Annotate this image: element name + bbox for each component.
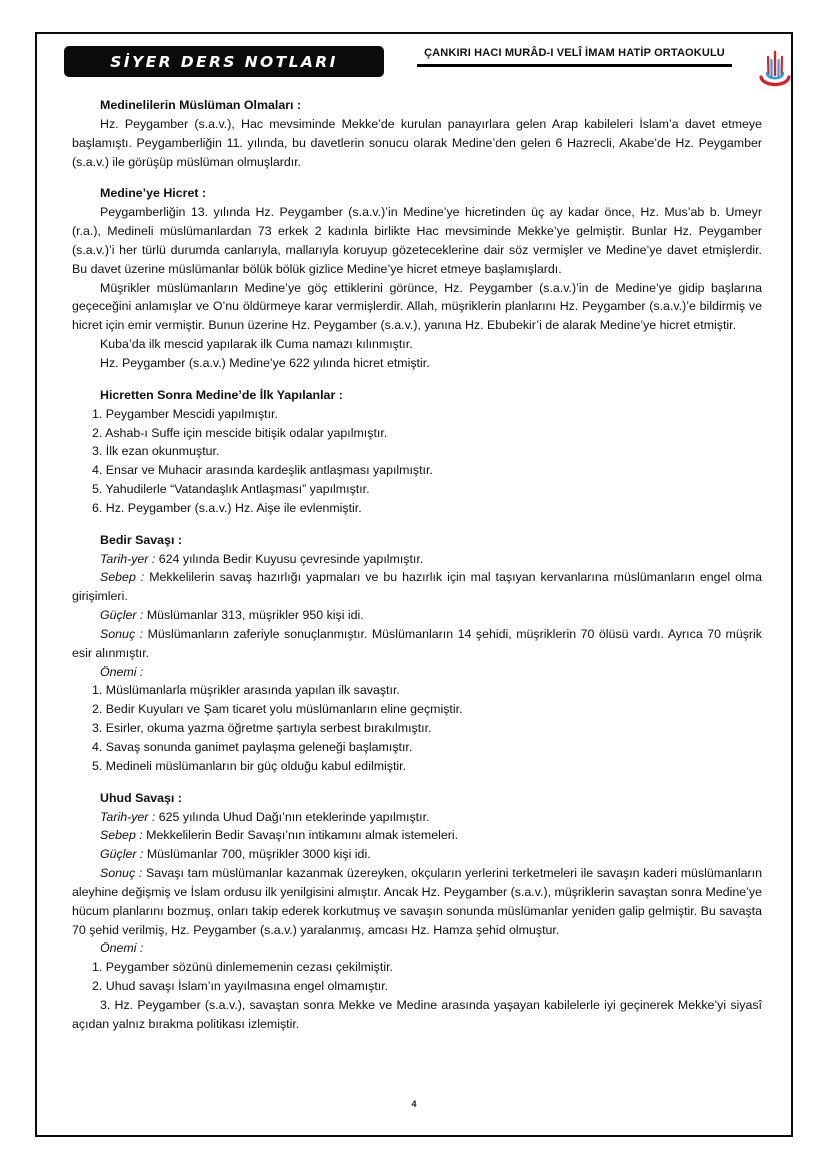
- uhud-gucler: [72, 845, 762, 864]
- label-gucler: Güçler :: [100, 847, 144, 862]
- list-item: 2. Bedir Kuyuları ve Şam ticaret yolu müslümanların eline geçmiştir.: [92, 702, 463, 717]
- value-tarih-yer: 624 yılında Bedir Kuyusu çevresinde yapılmıştır.: [155, 551, 424, 566]
- list-item: 4. Ensar ve Muhacir arasında kardeşlik antlaşması yapılmıştır.: [92, 463, 433, 478]
- list-item: 3. Hz. Peygamber (s.a.v.), savaştan sonra Mekke ve Medine arasında yaşayan kabilelerle iyi geçinerek Mekke’yi siyasî açıdan yalnız bırakma politikası izlemiştir.: [72, 997, 762, 1031]
- page-number: 4: [411, 1099, 417, 1109]
- list-item: 1. Peygamber sözünü dinlememenin cezası çekilmiştir.: [92, 960, 393, 975]
- section-heading-uhud: Uhud Savaşı :: [100, 790, 182, 805]
- label-sonuc: Sonuç :: [100, 626, 144, 641]
- school-name: ÇANKIRI HACI MURÂD-I VELÎ İMAM HATİP ORTAOKULU: [424, 47, 725, 59]
- label-sebep: Sebep :: [100, 570, 145, 585]
- section-heading-hicret: Medine’ye Hicret :: [100, 186, 207, 201]
- list-item: 1. Müslümanlarla müşrikler arasında yapılan ilk savaştır.: [92, 683, 400, 698]
- paragraph-hicret-2: Müşrikler müslümanların Medine’ye göç ettiklerini görünce, Hz. Peygamber (s.a.v.)’in de Medine’ye gidip başlarına geçeceğini anlamışlar ve O’nu öldürmeye karar vermişlerdir. Allah, müşriklerin planlarını Hz. Peygamber (s.a.v.)’e bildirmiş ve hicret için emir vermiştir. Bunun üzerine Hz. Peygamber (s.a.v.), yanına Hz. Ebubekir’i de alarak Medine’ye hicret etmiştir.: [72, 280, 762, 333]
- uhud-tarih-yer: [72, 808, 762, 827]
- tulip-flame-emblem-icon: [757, 49, 793, 89]
- paragraph-hicret-4: Hz. Peygamber (s.a.v.) Medine’ye 622 yılında hicret etmiştir.: [100, 355, 430, 370]
- value-sonuc: Müslümanların zaferiyle sonuçlanmıştır. Müslümanların 14 şehidi, müşriklerin 70 ölüsü vardı. Ayrıca 70 müşrik esir alınmıştır.: [72, 626, 762, 660]
- value-tarih-yer: 625 yılında Uhud Dağı’nın eteklerinde yapılmıştır.: [155, 809, 430, 824]
- paragraph-hicret-1: Peygamberliğin 13. yılında Hz. Peygamber (s.a.v.)’in Medine’ye hicretinden üç ay kadar önce, Hz. Mus’ab b. Umeyr (r.a.), Medineli müslümanlardan 73 erkek 2 kadınla birlikte Hac mevsiminde Mekke’ye gelmiştir. Bunlar Hz. Peygamber (s.a.v.)’i her türlü durumda canlarıyla, mallarıyla koruyup gözeteceklerine dair söz vermişler ve Medine’ye davet etmişlerdir. Bu davet üzerine müslümanlar bölük bölük gizlice Medine’ye hicret etmeye başlamışlardı.: [72, 205, 762, 276]
- page-header: [45, 41, 783, 93]
- label-tarih-yer: Tarih-yer :: [100, 809, 156, 824]
- list-item: 1. Peygamber Mescidi yapılmıştır.: [92, 406, 278, 421]
- bedir-sonuc: [72, 625, 762, 663]
- label-onemi-bedir: Önemi :: [100, 664, 144, 679]
- list-item: 2. Ashab-ı Suffe için mescide bitişik odalar yapılmıştır.: [92, 425, 388, 440]
- spacer: [72, 776, 762, 789]
- section-heading-bedir: Bedir Savaşı :: [100, 532, 182, 547]
- paragraph-hicret-3: Kuba’da ilk mescid yapılarak ilk Cuma namazı kılınmıştır.: [100, 337, 413, 352]
- uhud-sebep: [72, 826, 762, 845]
- list-item: 3. Esirler, okuma yazma öğretme şartıyla serbest bırakılmıştır.: [92, 721, 432, 736]
- spacer: [72, 373, 762, 386]
- school-name-underline: [417, 64, 732, 67]
- label-sonuc: Sonuç :: [100, 866, 143, 881]
- value-sonuc: Savaşı tam müslümanlar kazanmak üzereyken, okçuların yerlerini terketmeleri ile savaşın kaderi müslümanların aleyhine değişmiş ve İslam ordusu ilk yenilgisini almıştır. Ancak Hz. Peygamber (s.a.v.), müşriklerin savaştan sonra Medine’ye hücum planlarını bozmuş, onları takip ederek korkutmuş ve savaşın sonunda müslümanlar yeniden galip gelmiştir. Bu savaşta 70 şehid verilmiş, Hz. Peygamber (s.a.v.) yaralanmış, amcası Hz. Hamza şehid olmuştur.: [72, 866, 762, 937]
- list-item: 2. Uhud savaşı İslam’ın yayılmasına engel olmamıştır.: [92, 979, 389, 994]
- list-item: 5. Medineli müslümanların bir güç olduğu kabul edilmiştir.: [92, 758, 407, 773]
- spacer: [72, 171, 762, 184]
- list-item: 5. Yahudilerle “Vatandaşlık Antlaşması” yapılmıştır.: [92, 482, 370, 497]
- label-onemi-uhud: Önemi :: [100, 941, 144, 956]
- school-header-block: [417, 47, 732, 67]
- siyer-ders-notlari-banner: [64, 46, 384, 77]
- banner-title: SİYER DERS NOTLARI: [110, 52, 338, 71]
- value-gucler: Müslümanlar 700, müşrikler 3000 kişi idi.: [143, 847, 371, 862]
- list-item: 4. Savaş sonunda ganimet paylaşma geleneği başlamıştır.: [92, 740, 413, 754]
- uhud-sonuc: [72, 864, 762, 939]
- value-gucler: Müslümanlar 313, müşrikler 950 kişi idi.: [143, 608, 364, 623]
- spacer: [72, 518, 762, 531]
- bedir-sebep: [72, 568, 762, 606]
- label-sebep: Sebep :: [100, 828, 143, 843]
- document-body: [72, 96, 762, 1034]
- value-sebep: Mekkelilerin savaş hazırlığı yapmaları ve bu hazırlık için mal taşıyan kervanlarına müslümanların engel olma girişimleri.: [72, 570, 762, 604]
- label-tarih-yer: Tarih-yer :: [100, 551, 156, 566]
- list-item: 3. İlk ezan okunmuştur.: [92, 444, 220, 459]
- bedir-gucler: [72, 606, 762, 625]
- paragraph-medineliler: Hz. Peygamber (s.a.v.), Hac mevsiminde Mekke’de kurulan panayırlara gelen Arap kabileleri İslam’a davet etmeye başlamıştı. Peygamberliğin 11. yılında, bu davetlerin sonucu olarak Medine’den gelen 6 Hazrecli, Akabe’de Hz. Peygamber (s.a.v.) ile görüşüp müslüman olmuşlardır.: [72, 116, 762, 169]
- bedir-tarih-yer: [72, 550, 762, 569]
- section-heading-medineliler: Medinelilerin Müslüman Olmaları :: [100, 98, 302, 112]
- document-page: [35, 32, 793, 1137]
- section-heading-ilk-yapilanlar: Hicretten Sonra Medine’de İlk Yapılanlar :: [100, 387, 343, 402]
- label-gucler: Güçler :: [100, 608, 144, 623]
- value-sebep: Mekkelilerin Bedir Savaşı’nın intikamını almak istemeleri.: [142, 828, 459, 843]
- list-item: 6. Hz. Peygamber (s.a.v.) Hz. Aişe ile evlenmiştir.: [92, 500, 362, 515]
